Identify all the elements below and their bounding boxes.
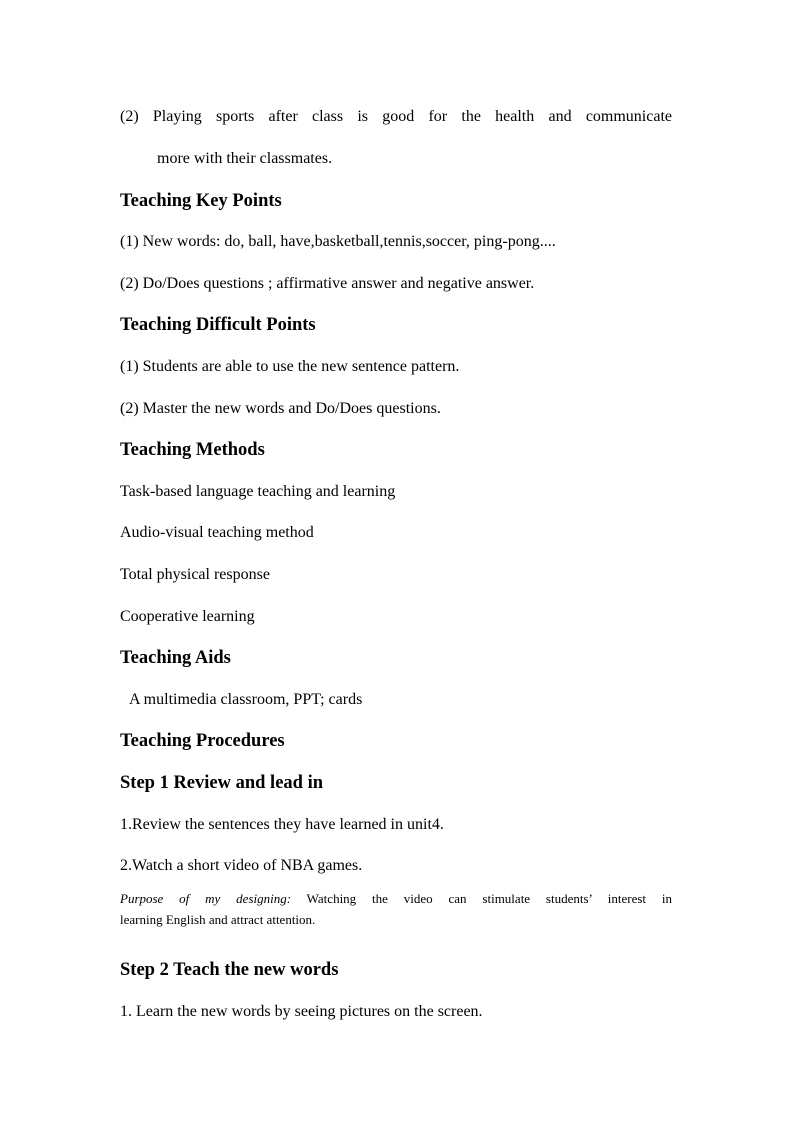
purpose-text-line-1: Watching the video can stimulate students’ interest in: [291, 891, 672, 906]
heading-procedures: Teaching Procedures: [120, 731, 285, 751]
step-1-purpose: [120, 888, 672, 930]
difficult-point-item-1: (1) Students are able to use the new sentence pattern.: [120, 358, 460, 375]
aids-item: A multimedia classroom, PPT; cards: [129, 691, 363, 708]
step-1-item-2: 2.Watch a short video of NBA games.: [120, 857, 363, 874]
method-item: Total physical response: [120, 566, 270, 583]
purpose-label: Purpose of my designing:: [120, 891, 292, 906]
step-1-item-1: 1.Review the sentences they have learned in unit4.: [120, 816, 444, 833]
objective-item-2-line-1: (2) Playing sports after class is good for the health and communicate: [120, 108, 672, 125]
heading-aids: Teaching Aids: [120, 648, 231, 668]
key-point-item-2: (2) Do/Does questions ; affirmative answer and negative answer.: [120, 275, 535, 292]
purpose-text-line-2: learning English and attract attention.: [120, 912, 316, 927]
heading-key-points: Teaching Key Points: [120, 191, 282, 211]
step-2-item-1: 1. Learn the new words by seeing pictures on the screen.: [120, 1003, 483, 1020]
method-item: Cooperative learning: [120, 608, 255, 625]
objective-item-2-line-2: more with their classmates.: [157, 150, 333, 167]
key-point-item-1: (1) New words: do, ball, have,basketball,tennis,soccer, ping-pong....: [120, 233, 556, 250]
step-1-purpose-line-1: [120, 888, 672, 909]
heading-step-2: Step 2 Teach the new words: [120, 960, 339, 980]
method-item: Task-based language teaching and learning: [120, 483, 396, 500]
difficult-point-item-2: (2) Master the new words and Do/Does questions.: [120, 400, 441, 417]
method-item: Audio-visual teaching method: [120, 524, 314, 541]
heading-difficult-points: Teaching Difficult Points: [120, 315, 316, 335]
heading-step-1: Step 1 Review and lead in: [120, 773, 324, 793]
heading-methods: Teaching Methods: [120, 440, 265, 460]
